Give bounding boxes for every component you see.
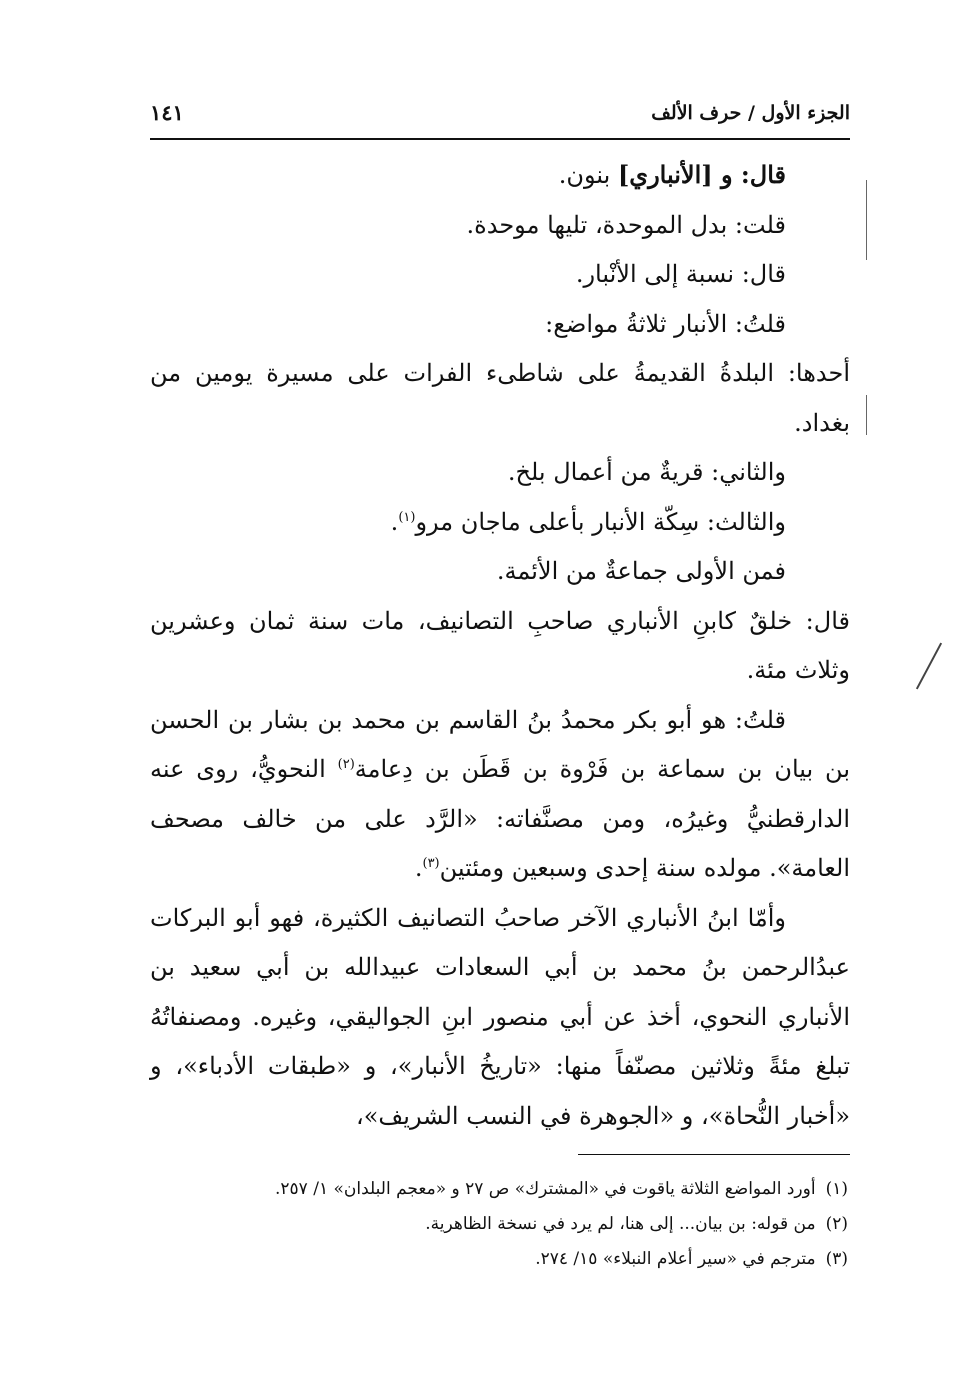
paragraph-text: فمن الأولى جماعةٌ من الأئمة. <box>496 557 786 585</box>
bold-lead: قال: و [الأنباري] <box>617 160 786 189</box>
footnotes <box>150 1172 850 1277</box>
footnote-text: من قوله: بن بيان... إلى هنا، لم يرد في نسخة الظاهرية. <box>425 1214 816 1234</box>
margin-stroke <box>916 643 942 690</box>
paragraph-tail: النحويُّ، روى عنه الدارقطنيُّ وغيرُه، ومن مصنَّفاته: «الرَّد على من خالف مصحف العامة». مولده سنة إحدى وسبعين ومئتين <box>150 755 850 882</box>
paragraph <box>150 498 850 548</box>
paragraph <box>150 150 850 201</box>
footnote-text: مترجم في «سير أعلام النبلاء» ١٥/ ٢٧٤. <box>535 1249 816 1269</box>
page-header <box>150 98 850 138</box>
footnote-number: (٢) <box>825 1214 848 1234</box>
paragraph-text: قال: نسبة إلى الأنْبار. <box>575 260 786 288</box>
paragraph <box>150 300 850 350</box>
footnote-ref[interactable]: (٣) <box>422 856 440 871</box>
footnote <box>150 1242 850 1277</box>
paragraph-text: أحدها: البلدةُ القديمةُ على شاطىء الفرات على مسيرة يومين من بغداد. <box>150 359 850 437</box>
paragraph-text: قال: خلقٌ كابنِ الأنباري صاحبِ التصانيف، مات سنة ثمان وعشرين وثلاث مئة. <box>150 606 850 684</box>
paragraph-text: قلت: بدل الموحدة، تليها موحدة. <box>466 210 786 239</box>
scan-mark <box>866 180 867 260</box>
footnote-number: (١) <box>825 1179 848 1199</box>
footnote-ref[interactable]: (١) <box>398 509 416 525</box>
paragraph <box>150 250 850 300</box>
scan-mark <box>866 395 867 435</box>
main-text <box>150 150 850 1141</box>
paragraph <box>150 696 850 894</box>
paragraph <box>150 547 850 597</box>
footnote <box>150 1207 850 1242</box>
running-head: الجزء الأول / حرف الألف <box>651 102 850 124</box>
paragraph-tail: . <box>414 854 423 882</box>
paragraph <box>150 201 850 251</box>
paragraph-text: قلتُ: هو أبو بكر محمدُ بنُ القاسم بن محمد بن بشار بن الحسن بن بيان بن سماعة بن فَرْوة بن قَطَن بن دِعامة <box>150 705 850 783</box>
page-number: ١٤١ <box>150 100 184 125</box>
footnote <box>150 1172 850 1207</box>
footnote-number: (٣) <box>825 1249 848 1269</box>
footnote-text: أورد المواضع الثلاثة ياقوت في «المشترك» ص ٢٧ و «معجم البلدان» ١/ ٢٥٧. <box>275 1179 816 1199</box>
paragraph <box>150 894 850 1142</box>
paragraph <box>150 597 850 696</box>
paragraph <box>150 448 850 498</box>
paragraph-text: وأمّا ابنُ الأنباري الآخر صاحبُ التصانيف الكثيرة، فهو أبو البركات عبدُالرحمن بنُ محمد بن أبي السعادات عبيدالله بن أبي سعيد بن الأنباري النحوي، أخذ عن أبي منصور ابنِ الجواليقي، وغيره. ومصنفاتُهُ تبلغ مئةً وثلاثين مصنّفاً منها: «تاريخُ الأنبار»، و «طبقات الأدباء»، و «أخبار النُّحاة»، و «الجوهرة في النسب الشريف»، <box>150 903 850 1130</box>
paragraph-text: والثالث: سِكّة الأنبار بأعلى ماجان مرو <box>415 507 786 536</box>
header-rule <box>150 138 850 140</box>
paragraph-tail: . <box>390 507 399 536</box>
footnote-ref[interactable]: (٢) <box>337 757 355 772</box>
paragraph <box>150 349 850 448</box>
paragraph-text: قلتُ: الأنبار ثلاثةُ مواضع: <box>545 309 786 338</box>
paragraph-text: والثاني: قريةٌ من أعمال بلخ. <box>507 458 786 486</box>
paragraph-text: بنون. <box>558 161 618 189</box>
footnote-rule <box>578 1154 850 1155</box>
